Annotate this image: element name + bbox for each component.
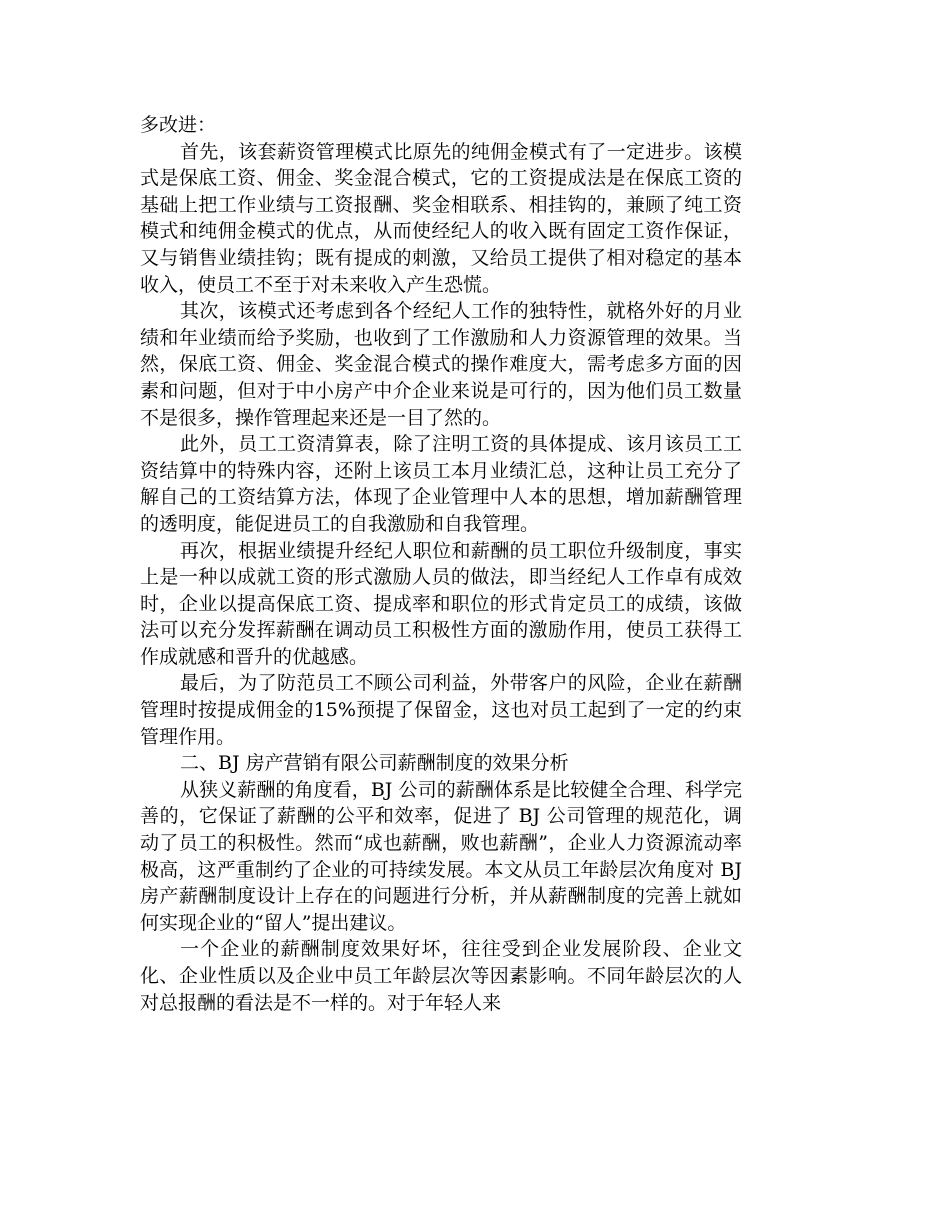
paragraph-continuation: 多改进： bbox=[140, 114, 217, 136]
paragraph-factors: 一个企业的薪酬制度效果好坏，往往受到企业发展阶段、企业文化、企业性质以及企业中员工年龄层次等因素影响。不同年龄层次的人对总报酬的看法是不一样的。对于年轻人来 bbox=[140, 938, 742, 1014]
paragraph-second: 其次，该模式还考虑到各个经纪人工作的独特性，就格外好的月业绩和年业绩而给予奖励，也收到了工作激励和人力资源管理的效果。当然，保底工资、佣金、奖金混合模式的操作难度大，需考虑多方面的因素和问题，但对于中小房产中介企业来说是可行的，因为他们员工数量不是很多，操作管理起来还是一目了然的。 bbox=[140, 300, 742, 429]
paragraph-first: 首先，该套薪资管理模式比原先的纯佣金模式有了一定进步。该模式是保底工资、佣金、奖金混合模式，它的工资提成法是在保底工资的基础上把工作业绩与工资报酬、奖金相联系、相挂钩的，兼顾了纯工资模式和纯佣金模式的优点，从而使经纪人的收入既有固定工资作保证，又与销售业绩挂钩；既有提成的刺激，又给员工提供了相对稳定的基本收入，使员工不至于对未来收入产生恐慌。 bbox=[140, 140, 742, 296]
document-page bbox=[140, 112, 742, 1016]
paragraph-finally: 最后，为了防范员工不顾公司利益，外带客户的风险，企业在薪酬管理时按提成佣金的15%预提了保留金，这也对员工起到了一定的约束管理作用。 bbox=[140, 672, 742, 748]
paragraph-again: 再次，根据业绩提升经纪人职位和薪酬的员工职位升级制度，事实上是一种以成就工资的形式激励人员的做法，即当经纪人工作卓有成效时，企业以提高保底工资、提成率和职位的形式肯定员工的成绩，该做法可以充分发挥薪酬在调动员工积极性方面的激励作用，使员工获得工作成就感和晋升的优越感。 bbox=[140, 539, 742, 668]
paragraph-analysis: 从狭义薪酬的角度看，BJ 公司的薪酬体系是比较健全合理、科学完善的，它保证了薪酬的公平和效率，促进了 BJ 公司管理的规范化，调动了员工的积极性。然而“成也薪酬，败也薪酬”，企业人力资源流动率极高，这严重制约了企业的可持续发展。本文从员工年龄层次角度对 BJ 房产薪酬制度设计上存在的问题进行分析，并从薪酬制度的完善上就如何实现企业的“留人”提出建议。 bbox=[140, 778, 742, 934]
paragraph-additionally: 此外，员工工资清算表，除了注明工资的具体提成、该月该员工工资结算中的特殊内容，还附上该员工本月业绩汇总，这种让员工充分了解自己的工资结算方法，体现了企业管理中人本的思想，增加薪酬管理的透明度，能促进员工的自我激励和自我管理。 bbox=[140, 433, 742, 535]
section-heading: 二、BJ 房产营销有限公司薪酬制度的效果分析 bbox=[180, 752, 569, 775]
